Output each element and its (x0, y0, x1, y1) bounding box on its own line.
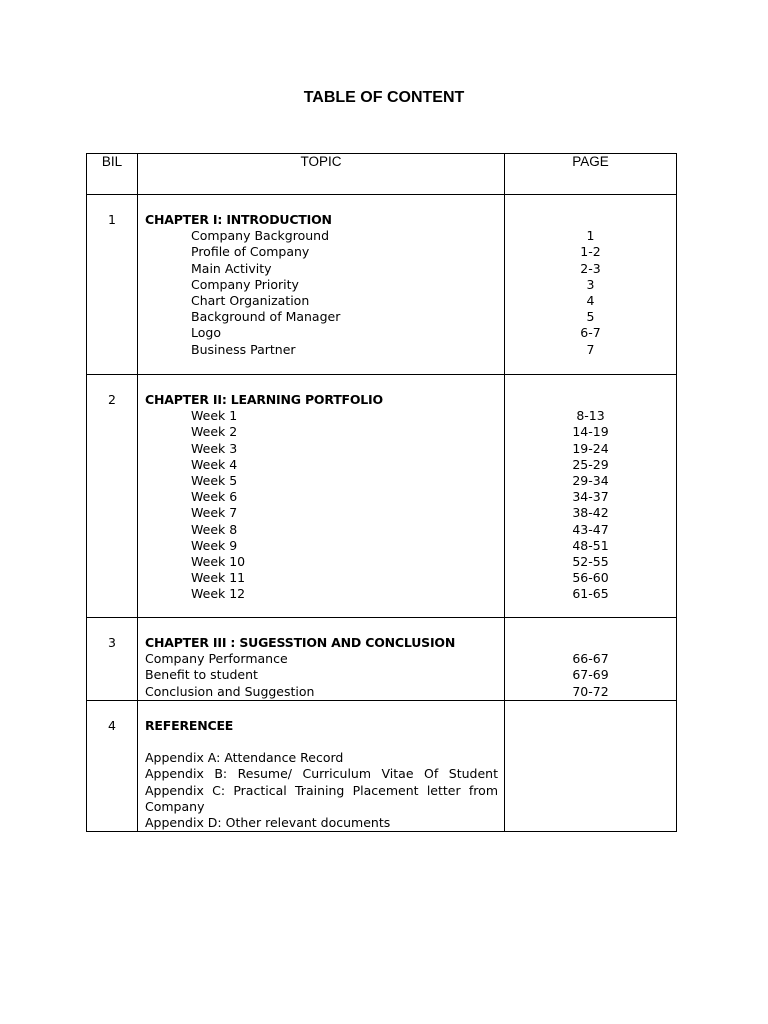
appendix-item: Appendix A: Attendance Record (145, 750, 344, 766)
topic-cell (138, 375, 505, 618)
header-page: PAGE (505, 154, 677, 195)
table-row-chapter-2 (87, 375, 677, 618)
bil-cell (87, 700, 138, 831)
topic-item: Week 8 (191, 521, 238, 537)
page-number: 61-65 (572, 586, 609, 602)
bil-cell (87, 618, 138, 701)
appendix-item: Appendix B: Resume/ Curriculum Vitae Of Student (145, 766, 498, 782)
page-cell (505, 375, 677, 618)
topic-item: Benefit to student (145, 667, 258, 683)
bil-number: 2 (108, 392, 116, 407)
table-of-contents (86, 153, 677, 832)
topic-item: Main Activity (191, 260, 272, 276)
page-cell (505, 700, 677, 831)
topic-cell (138, 700, 505, 831)
topic-item: Chart Organization (191, 292, 310, 308)
table-row-chapter-4 (87, 700, 677, 831)
header-topic: TOPIC (138, 154, 505, 195)
bil-cell (87, 195, 138, 375)
page-number: 25-29 (572, 456, 609, 472)
page-number: 6-7 (580, 325, 601, 341)
page-number: 2-3 (580, 260, 601, 276)
topic-cell (138, 195, 505, 375)
topic-item: Week 1 (191, 408, 238, 424)
page-number: 43-47 (572, 521, 609, 537)
topic-cell (138, 618, 505, 701)
topic-item: Week 9 (191, 537, 238, 553)
page-cell (505, 195, 677, 375)
page-number: 34-37 (572, 489, 609, 505)
page-number: 1-2 (580, 244, 601, 260)
page-cell (505, 618, 677, 701)
page-number: 1 (586, 228, 595, 244)
topic-item: Profile of Company (191, 244, 310, 260)
topic-item: Week 11 (191, 570, 246, 586)
table-row-chapter-1 (87, 195, 677, 375)
topic-item: Background of Manager (191, 309, 341, 325)
page-number: 56-60 (572, 570, 609, 586)
page-number: 52-55 (572, 553, 609, 569)
chapter-title: REFERENCEE (145, 717, 234, 733)
bil-number: 4 (108, 717, 116, 733)
page-number: 5 (586, 309, 595, 325)
page-title: TABLE OF CONTENT (303, 89, 465, 106)
page-number: 7 (586, 341, 595, 357)
page-number: 8-13 (576, 408, 605, 424)
page-number: 70-72 (572, 683, 609, 699)
page-number: 14-19 (572, 424, 609, 440)
topic-item: Week 6 (191, 489, 238, 505)
topic-item: Week 3 (191, 440, 238, 456)
topic-item: Logo (191, 325, 221, 341)
page-number: 38-42 (572, 505, 609, 521)
appendix-item: Appendix D: Other relevant documents (145, 814, 391, 830)
topic-item: Week 5 (191, 472, 238, 488)
chapter-title: CHAPTER III : SUGESSTION AND CONCLUSION (145, 635, 456, 650)
topic-item: Week 7 (191, 505, 238, 521)
page-number: 67-69 (572, 667, 609, 683)
page-number: 4 (586, 292, 595, 308)
page-number: 3 (586, 276, 595, 292)
page-number: 66-67 (572, 651, 609, 667)
table-row-chapter-3 (87, 618, 677, 701)
topic-item: Business Partner (191, 341, 296, 357)
header-row (87, 154, 677, 195)
topic-item: Week 4 (191, 456, 238, 472)
topic-item: Week 10 (191, 553, 246, 569)
header-bil: BIL (87, 154, 138, 195)
topic-item: Company Performance (145, 651, 288, 667)
topic-item: Week 2 (191, 424, 238, 440)
page-number: 19-24 (572, 440, 609, 456)
bil-cell (87, 375, 138, 618)
page-number: 29-34 (572, 472, 609, 488)
topic-item: Week 12 (191, 586, 246, 602)
bil-number: 3 (108, 635, 116, 650)
appendix-item: Appendix C: Practical Training Placement letter from Company (145, 782, 498, 814)
chapter-title: CHAPTER I: INTRODUCTION (145, 212, 332, 227)
bil-number: 1 (108, 212, 116, 227)
topic-item: Company Background (191, 228, 330, 244)
page-number: 48-51 (572, 537, 609, 553)
topic-item: Conclusion and Suggestion (145, 683, 315, 699)
topic-item: Company Priority (191, 276, 299, 292)
chapter-title: CHAPTER II: LEARNING PORTFOLIO (145, 392, 383, 407)
